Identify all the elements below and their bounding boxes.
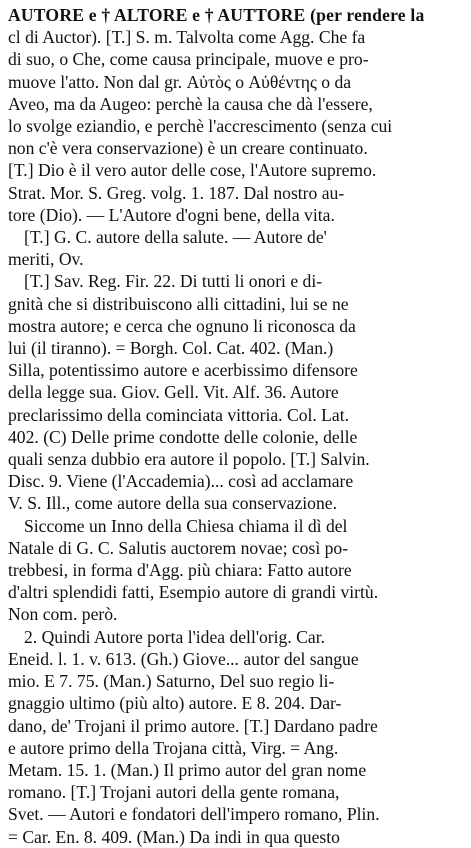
entry-line: d'altri splendidi fatti, Esempio autore di grandi virtù.: [8, 582, 379, 603]
entry-line: = Car. En. 8. 409. (Man.) Da indi in qua questo: [8, 826, 340, 847]
entry-line: Non com. però.: [8, 604, 118, 625]
entry-line: della legge sua. Giov. Gell. Vit. Alf. 36. Autore: [8, 382, 339, 403]
entry-line: Aveo, ma da Augeo: perchè la causa che dà l'essere,: [8, 93, 373, 114]
entry-line: Eneid. l. 1. v. 613. (Gh.) Giove... autor del sangue: [8, 648, 359, 669]
entry-line: Natale di G. C. Salutis auctorem novae; così po-: [8, 537, 349, 558]
entry-line: 402. (C) Delle prime condotte delle colonie, delle: [8, 426, 358, 447]
entry-line: muove l'atto. Non dal gr. Αὐτὸς o Αὐθέντης o da: [8, 71, 352, 92]
entry-line: lui (il tiranno). = Borgh. Col. Cat. 402. (Man.): [8, 338, 334, 359]
entry-line: V. S. Ill., come autore della sua conservazione.: [8, 493, 337, 514]
entry-line: di suo, o Che, come causa principale, muove e pro-: [8, 49, 369, 70]
entry-line-headword: AUTORE e † ALTORE e † AUTTORE (per rendere la: [8, 5, 425, 25]
entry-line-section-2: 2. Quindi Autore porta l'idea dell'orig. Car.: [24, 626, 325, 647]
entry-line: [T.] G. C. autore della salute. — Autore de': [24, 227, 327, 248]
entry-line: dano, de' Trojani il primo autore. [T.] Dardano padre: [8, 715, 378, 736]
entry-line: Siccome un Inno della Chiesa chiama il dì del: [24, 515, 348, 536]
entry-line: lo svolge eziandio, e perchè l'accrescimento (senza cui: [8, 116, 393, 137]
entry-line: [T.] Sav. Reg. Fir. 22. Di tutti li onori e di-: [24, 271, 323, 292]
entry-line: gnità che si distribuiscono alli cittadini, lui se ne: [8, 293, 349, 314]
entry-line: non c'è vera conservazione) è un creare continuato.: [8, 138, 368, 159]
entry-line: tore (Dio). — L'Autore d'ogni bene, della vita.: [8, 204, 335, 225]
entry-line: preclarissimo della cominciata vittoria. Col. Lat.: [8, 404, 350, 425]
entry-line: meriti, Ov.: [8, 249, 84, 270]
entry-line: Metam. 15. 1. (Man.) Il primo autor del gran nome: [8, 759, 367, 780]
entry-line: cl di Auctor). [T.] S. m. Talvolta come Agg. Che fa: [8, 27, 366, 48]
entry-line: romano. [T.] Trojani autori della gente romana,: [8, 782, 340, 803]
entry-line: e autore primo della Trojana città, Virg. = Ang.: [8, 737, 339, 758]
entry-line: mostra autore; e cerca che ognuno li riconosca da: [8, 315, 356, 336]
entry-line: Svet. — Autori e fondatori dell'impero romano, Plin.: [8, 804, 380, 825]
entry-line: quali senza dubbio era autore il popolo. [T.] Salvin.: [8, 449, 370, 470]
entry-line: trebbesi, in forma d'Agg. più chiara: Fatto autore: [8, 560, 352, 581]
entry-line: Disc. 9. Viene (l'Accademia)... così ad acclamare: [8, 471, 354, 492]
entry-line: [T.] Dio è il vero autor delle cose, l'Autore supremo.: [8, 160, 377, 181]
entry-line: mio. E 7. 75. (Man.) Saturno, Del suo regio li-: [8, 671, 335, 692]
entry-line: gnaggio ultimo (più alto) autore. E 8. 204. Dar-: [8, 693, 342, 714]
entry-line: Silla, potentissimo autore e acerbissimo difensore: [8, 360, 358, 381]
entry-line: Strat. Mor. S. Greg. volg. 1. 187. Dal nostro au-: [8, 182, 345, 203]
